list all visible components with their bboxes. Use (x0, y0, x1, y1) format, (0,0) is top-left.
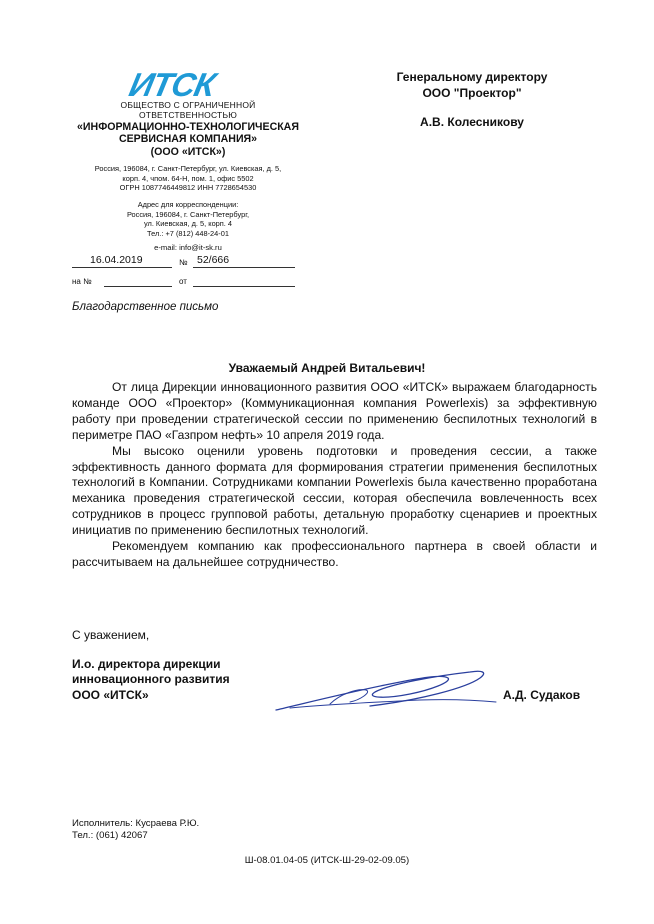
company-name-line: «ИНФОРМАЦИОННО-ТЕХНОЛОГИЧЕСКАЯ (77, 121, 299, 133)
signer-title-line: инновационного развития (72, 672, 230, 687)
registration-ids: ОГРН 1087746449812 ИНН 7728654530 (119, 183, 257, 193)
phone: Тел.: +7 (812) 448-24-01 (147, 228, 229, 238)
letter-number: 52/666 (197, 254, 230, 266)
address-line: Адрес для корреспонденции: (137, 200, 239, 209)
paragraph: Мы высоко оценили уровень подготовки и проведения сессии, а также эффективность данного формата для формирования стратегии применения беспилотных технологий в Компании. Сотрудниками компании Powerlexis была качественно проработана механика проведения стратегической сессии, которая обеспечила вовлеченность всех сотрудников в процесс групповой работы, детальную проработку сценариев и проектных инициатив по применению беспилотных технологий. (72, 443, 597, 538)
address-line: корп. 4, чпом. 64-Н, пом. 1, офис 5502 (122, 173, 254, 183)
company-name (72, 121, 304, 158)
greeting: Уважаемый Андрей Витальевич! (228, 361, 426, 375)
number-label: № (179, 258, 188, 267)
company-name-line: (ООО «ИТСК») (150, 145, 226, 158)
logo-text: ИТСК (126, 66, 219, 103)
handwritten-signature (270, 664, 500, 716)
letter-subject: Благодарственное письмо (72, 301, 219, 313)
signer-title-line: И.о. директора дирекции (72, 657, 221, 671)
number-field (193, 254, 295, 268)
company-logo (126, 66, 240, 103)
address-line: ул. Киевская, д. 5, корп. 4 (143, 219, 233, 229)
reference-date-field (193, 273, 295, 287)
letter-date: 16.04.2019 (90, 254, 143, 266)
email: e-mail: info@it-sk.ru (154, 243, 222, 253)
reference-number-label: на № (72, 277, 92, 286)
executor-block (72, 818, 199, 842)
letter-body (72, 380, 597, 571)
reference-number-field (104, 273, 172, 287)
recipient-company: ООО "Проектор" (422, 85, 522, 100)
paragraph: Рекомендуем компанию как профессионального партнера в своей области и рассчитываем на дальнейшее сотрудничество. (72, 539, 597, 569)
executor-phone: Тел.: (061) 42067 (72, 830, 148, 842)
signer-title-line: ООО «ИТСК» (72, 687, 149, 702)
closing: С уважением, (72, 628, 150, 642)
signer-name: А.Д. Судаков (503, 688, 581, 702)
recipient-block (370, 70, 574, 131)
address-line: Россия, 196084, г. Санкт-Петербург, (126, 209, 250, 219)
legal-form: ОБЩЕСТВО С ОГРАНИЧЕННОЙ ОТВЕТСТВЕННОСТЬЮ (120, 100, 256, 120)
address-line: Россия, 196084, г. Санкт-Петербург, ул. Киевская, д. 5, (94, 164, 282, 174)
company-name-line: СЕРВИСНАЯ КОМПАНИЯ» (118, 133, 258, 146)
signer-title (72, 657, 272, 703)
company-address (72, 164, 304, 193)
date-field (72, 254, 172, 268)
paragraph: От лица Дирекции инновационного развития ООО «ИТСК» выражаем благодарность команде ООО «Проектор» (Коммуникационная компания Powerlexis) за эффективную работу при проведении стратегической сессии по применению беспилотных технологий в периметре ПАО «Газпром нефть» 10 апреля 2019 года. (72, 380, 597, 442)
recipient-position: Генеральному директору (396, 70, 548, 84)
form-code: Ш-08.01.04-05 (ИТСК-Ш-29-02-09.05) (244, 855, 410, 866)
reference-date-label: от (179, 277, 187, 286)
correspondence-address (72, 200, 304, 238)
recipient-name: А.В. Колесникову (420, 115, 524, 130)
letterhead-block (72, 100, 304, 252)
executor-name: Исполнитель: Кусраева Р.Ю. (72, 818, 200, 829)
